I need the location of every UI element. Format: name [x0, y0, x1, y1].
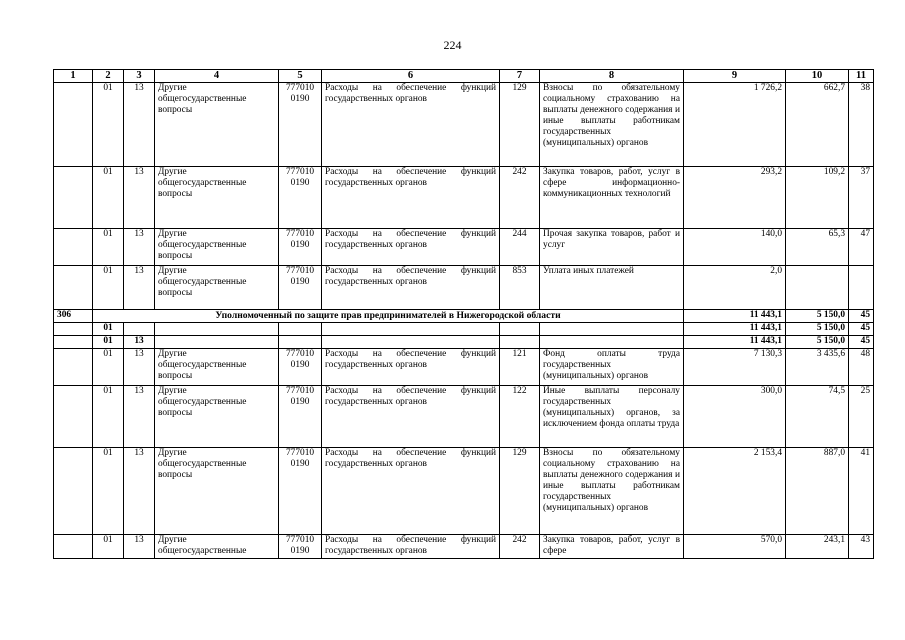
cell-col-5: 777010 0190	[279, 83, 322, 167]
cell-col-11: 47	[849, 229, 874, 266]
cell-col-6: Расходы на обеспечение функций государственных органов	[322, 349, 500, 386]
cell-col-1	[54, 349, 93, 386]
header-row	[54, 70, 874, 83]
cell-col-6: Расходы на обеспечение функций государственных органов	[322, 448, 500, 535]
cell-col-11	[849, 266, 874, 310]
cell-col-11: 38	[849, 83, 874, 167]
column-header-7: 7	[500, 70, 540, 83]
table-row	[54, 266, 874, 310]
cell-col-3: 13	[124, 535, 155, 559]
cell-col-10: 65,3	[786, 229, 849, 266]
cell-col-2: 01	[93, 535, 124, 559]
cell-col-10: 243,1	[786, 535, 849, 559]
cell-col-11: 45	[849, 323, 874, 336]
cell-col-6	[322, 323, 500, 336]
cell-col-8	[540, 323, 684, 336]
cell-col-9: 1 726,2	[684, 83, 786, 167]
cell-col-3	[124, 323, 155, 336]
table-row	[54, 229, 874, 266]
cell-col-7: 121	[500, 349, 540, 386]
cell-col-5: 777010 0190	[279, 448, 322, 535]
cell-col-11: 45	[849, 336, 874, 349]
cell-col-2: 01	[93, 167, 124, 229]
cell-col-3: 13	[124, 349, 155, 386]
cell-col-11: 37	[849, 167, 874, 229]
cell-col-9: 2 153,4	[684, 448, 786, 535]
cell-col-4: Другие общегосударственные вопросы	[155, 349, 279, 386]
cell-col-6: Расходы на обеспечение функций государственных органов	[322, 386, 500, 448]
cell-col-7	[500, 336, 540, 349]
cell-col-3: 13	[124, 229, 155, 266]
cell-col-4: Другие общегосударственные	[155, 535, 279, 559]
table-row	[54, 386, 874, 448]
cell-col-5: 777010 0190	[279, 349, 322, 386]
cell-col-6: Расходы на обеспечение функций государственных органов	[322, 535, 500, 559]
table-row	[54, 167, 874, 229]
cell-col-8: Взносы по обязательному социальному страхованию на выплаты денежного содержания и иные выплаты работникам государственных (муниципальных) органов	[540, 448, 684, 535]
table-row	[54, 448, 874, 535]
column-header-4: 4	[155, 70, 279, 83]
cell-col-2: 01	[93, 336, 124, 349]
column-header-10: 10	[786, 70, 849, 83]
cell-col-7: 853	[500, 266, 540, 310]
cell-col-11: 41	[849, 448, 874, 535]
cell-col-10: 5 150,0	[786, 310, 849, 323]
cell-col-4	[155, 323, 279, 336]
cell-col-5: 777010 0190	[279, 167, 322, 229]
cell-col-9: 300,0	[684, 386, 786, 448]
cell-col-7: 129	[500, 83, 540, 167]
cell-col-3: 13	[124, 83, 155, 167]
cell-col-1	[54, 323, 93, 336]
cell-col-8: Закупка товаров, работ, услуг в сфере информационно-коммуникационных технологий	[540, 167, 684, 229]
column-header-8: 8	[540, 70, 684, 83]
cell-col-10: 5 150,0	[786, 323, 849, 336]
cell-col-3: 13	[124, 167, 155, 229]
cell-col-8: Прочая закупка товаров, работ и услуг	[540, 229, 684, 266]
column-header-11: 11	[849, 70, 874, 83]
cell-col-4: Другие общегосударственные вопросы	[155, 83, 279, 167]
cell-col-2: 01	[93, 386, 124, 448]
cell-col-3: 13	[124, 266, 155, 310]
cell-col-8: Фонд оплаты труда государственных (муниципальных) органов	[540, 349, 684, 386]
cell-col-5: 777010 0190	[279, 386, 322, 448]
cell-col-5	[279, 323, 322, 336]
cell-col-9: 140,0	[684, 229, 786, 266]
cell-col-4: Другие общегосударственные вопросы	[155, 266, 279, 310]
table-row	[54, 349, 874, 386]
cell-col-2: 01	[93, 349, 124, 386]
cell-col-7	[500, 323, 540, 336]
cell-col-2: 01	[93, 323, 124, 336]
cell-col-4: Другие общегосударственные вопросы	[155, 229, 279, 266]
department-title: Уполномоченный по защите прав предпринимателей в Нижегородской области	[93, 310, 684, 323]
section-total-row	[54, 323, 874, 336]
cell-col-7: 122	[500, 386, 540, 448]
cell-col-7: 242	[500, 167, 540, 229]
cell-col-2: 01	[93, 266, 124, 310]
cell-col-10: 662,7	[786, 83, 849, 167]
column-header-5: 5	[279, 70, 322, 83]
department-total-row	[54, 310, 874, 323]
cell-col-6	[322, 336, 500, 349]
cell-col-3: 13	[124, 336, 155, 349]
cell-col-1	[54, 167, 93, 229]
cell-col-4: Другие общегосударственные вопросы	[155, 167, 279, 229]
cell-col-6: Расходы на обеспечение функций государственных органов	[322, 266, 500, 310]
cell-col-8: Закупка товаров, работ, услуг в сфере	[540, 535, 684, 559]
cell-col-3: 13	[124, 448, 155, 535]
table-body	[54, 83, 874, 559]
cell-col-9: 11 443,1	[684, 336, 786, 349]
cell-col-2: 01	[93, 448, 124, 535]
section-total-row	[54, 336, 874, 349]
column-header-1: 1	[54, 70, 93, 83]
cell-col-7: 242	[500, 535, 540, 559]
column-header-3: 3	[124, 70, 155, 83]
cell-col-4: Другие общегосударственные вопросы	[155, 386, 279, 448]
cell-col-9: 11 443,1	[684, 323, 786, 336]
cell-col-5: 777010 0190	[279, 266, 322, 310]
cell-col-8	[540, 336, 684, 349]
cell-col-10	[786, 266, 849, 310]
cell-col-6: Расходы на обеспечение функций государственных органов	[322, 167, 500, 229]
budget-table	[53, 69, 874, 559]
cell-col-1	[54, 83, 93, 167]
cell-col-8: Иные выплаты персоналу государственных (муниципальных) органов, за исключением фонда оплаты труда	[540, 386, 684, 448]
cell-col-4: Другие общегосударственные вопросы	[155, 448, 279, 535]
cell-col-8: Взносы по обязательному социальному страхованию на выплаты денежного содержания и иные выплаты работникам государственных (муниципальных) органов	[540, 83, 684, 167]
table-row	[54, 83, 874, 167]
cell-col-9: 570,0	[684, 535, 786, 559]
cell-col-10: 3 435,6	[786, 349, 849, 386]
column-header-2: 2	[93, 70, 124, 83]
cell-col-10: 109,2	[786, 167, 849, 229]
cell-col-1	[54, 266, 93, 310]
cell-col-9: 11 443,1	[684, 310, 786, 323]
cell-col-6: Расходы на обеспечение функций государственных органов	[322, 229, 500, 266]
column-header-6: 6	[322, 70, 500, 83]
cell-col-9: 293,2	[684, 167, 786, 229]
cell-col-6: Расходы на обеспечение функций государственных органов	[322, 83, 500, 167]
cell-col-11: 43	[849, 535, 874, 559]
page-number: 224	[443, 38, 462, 52]
cell-col-11: 45	[849, 310, 874, 323]
cell-col-9: 7 130,3	[684, 349, 786, 386]
cell-col-10: 74,5	[786, 386, 849, 448]
cell-col-1: 306	[54, 310, 93, 323]
cell-col-11: 48	[849, 349, 874, 386]
cell-col-4	[155, 336, 279, 349]
cell-col-9: 2,0	[684, 266, 786, 310]
cell-col-5: 777010 0190	[279, 535, 322, 559]
cell-col-8: Уплата иных платежей	[540, 266, 684, 310]
cell-col-5	[279, 336, 322, 349]
cell-col-2: 01	[93, 83, 124, 167]
cell-col-1	[54, 386, 93, 448]
column-header-9: 9	[684, 70, 786, 83]
cell-col-1	[54, 229, 93, 266]
cell-col-10: 5 150,0	[786, 336, 849, 349]
cell-col-11: 25	[849, 386, 874, 448]
table-row	[54, 535, 874, 559]
cell-col-1	[54, 336, 93, 349]
cell-col-3: 13	[124, 386, 155, 448]
cell-col-5: 777010 0190	[279, 229, 322, 266]
cell-col-1	[54, 448, 93, 535]
cell-col-10: 887,0	[786, 448, 849, 535]
cell-col-7: 244	[500, 229, 540, 266]
cell-col-7: 129	[500, 448, 540, 535]
cell-col-1	[54, 535, 93, 559]
cell-col-2: 01	[93, 229, 124, 266]
